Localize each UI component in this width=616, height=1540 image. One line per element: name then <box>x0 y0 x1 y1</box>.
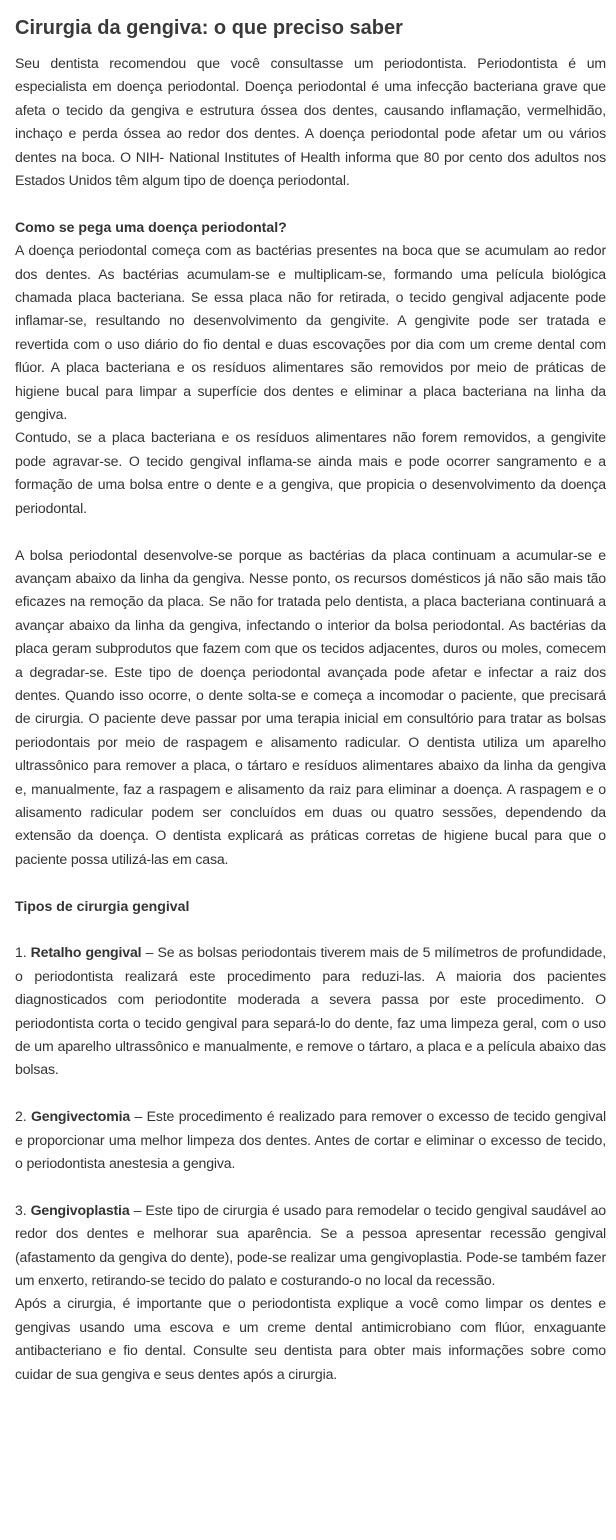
list-item-number: 3. <box>15 1201 27 1218</box>
section1-paragraph-2: Contudo, se a placa bacteriana e os resíduos alimentares não forem removidos, a gengivite pode agravar-se. O tecido gengival inflama-se ainda mais e pode ocorrer sangramento e a formação de uma bolsa entre o dente e a gengiva, que propicia o desenvolvimento da doença periodontal. <box>15 429 606 516</box>
list-item-term: Retalho gengival <box>30 944 142 961</box>
spacer <box>15 520 606 543</box>
spacer <box>15 1175 606 1198</box>
list-item-text: – Este tipo de cirurgia é usado para remodelar o tecido gengival saudável ao redor dos dentes e melhorar sua aparência. Se a pessoa apresentar recessão gengival (afastamento da gengiva do dente), pode-se realizar uma gengivoplastia. Pode-se também fazer um enxerto, retirando-se tecido do palato e costurando-o no local da recessão. <box>15 1201 606 1289</box>
list-item-gingivoplasty <box>15 1199 606 1293</box>
intro-paragraph: Seu dentista recomendou que você consultasse um periodontista. Periodontista é um especialista em doença periodontal. Doença periodontal é uma infecção bacteriana grave que afeta o tecido da gengiva e estrutura óssea dos dentes, causando inflamação, vermelhidão, inchaço e perda óssea ao redor dos dentes. A doença periodontal pode afetar um ou vários dentes na boca. O NIH- National Institutes of Health informa que 80 por cento dos adultos nos Estados Unidos têm algum tipo de doença periodontal. <box>15 55 606 189</box>
section-heading-types: Tipos de cirurgia gengival <box>15 897 190 914</box>
list-item-text: – Se as bolsas periodontais tiverem mais de 5 milímetros de profundidade, o periodontista realizará este procedimento para reduzi-las. A maioria dos pacientes diagnosticados com periodontite moderada a severa passa por este procedimento. O periodontista corta o tecido gengival para separá-lo do dente, faz uma limpeza geral, com o uso de um aparelho ultrassônico e manualmente, e remove o tártaro, a placa e a película abaixo das bolsas. <box>15 944 606 1078</box>
spacer <box>15 1082 606 1105</box>
list-item-number: 2. <box>15 1108 27 1125</box>
list-item-flap-surgery <box>15 941 606 1081</box>
section-heading-how: Como se pega uma doença periodontal? <box>15 218 287 235</box>
spacer <box>15 871 606 894</box>
section1-paragraph-1: A doença periodontal começa com as bactérias presentes na boca que se acumulam ao redor dos dentes. As bactérias acumulam-se e multiplicam-se, formando uma película biológica chamada placa bacteriana. Se essa placa não for retirada, o tecido gengival adjacente pode inflamar-se, resultando no desenvolvimento da gengivite. A gengivite pode ser tratada e revertida com o uso diário do fio dental e duas escovações por dia com um creme dental com flúor. A placa bacteriana e os resíduos alimentares são removidos por meio de práticas de higiene bucal para limpar a superfície dos dentes e eliminar a placa bacteriana na linha da gengiva. <box>15 242 606 423</box>
spacer <box>15 918 606 941</box>
spacer <box>15 192 606 215</box>
closing-paragraph: Após a cirurgia, é importante que o periodontista explique a você como limpar os dentes e gengivas usando uma escova e um creme dental antimicrobiano com flúor, enxaguante antibacteriano e fio dental. Consulte seu dentista para obter mais informações sobre como cuidar de sua gengiva e seus dentes após a cirurgia. <box>15 1295 606 1382</box>
section1-paragraph-3: A bolsa periodontal desenvolve-se porque as bactérias da placa continuam a acumular-se e avançam abaixo da linha da gengiva. Nesse ponto, os recursos domésticos já não são mais tão eficazes na remoção da placa. Se não for tratada pelo dentista, a placa bacteriana continuará a avançar abaixo da linha da gengiva, infectando o interior da bolsa periodontal. As bactérias da placa geram subprodutos que fazem com que os tecidos adjacentes, duros ou moles, comecem a degradar-se. Este tipo de doença periodontal avançada pode afetar e infectar a raiz dos dentes. Quando isso ocorre, o dente solta-se e começa a incomodar o paciente, que precisará de cirurgia. O paciente deve passar por uma terapia inicial em consultório para tratar as bolsas periodontais por meio de raspagem e alisamento radicular. O dentista utiliza um aparelho ultrassônico para remover a placa, o tártaro e resíduos alimentares abaixo da linha da gengiva e, manualmente, faz a raspagem e alisamento da raiz para eliminar a doença. A raspagem e o alisamento radicular podem ser concluídos em duas ou quatro sessões, dependendo da extensão da doença. O dentista explicará as práticas corretas de higiene bucal para que o paciente possa utilizá-las em casa. <box>15 546 606 867</box>
page-title: Cirurgia da gengiva: o que preciso saber <box>15 17 403 39</box>
list-item-number: 1. <box>15 944 27 961</box>
list-item-term: Gengivectomia <box>30 1108 131 1125</box>
list-item-term: Gengivoplastia <box>30 1201 130 1218</box>
list-item-gingivectomy <box>15 1105 606 1175</box>
list-item-text: – Este procedimento é realizado para remover o excesso de tecido gengival e proporcionar uma melhor limpeza dos dentes. Antes de cortar e eliminar o excesso de tecido, o periodontista anestesia a gengiva. <box>15 1108 606 1172</box>
